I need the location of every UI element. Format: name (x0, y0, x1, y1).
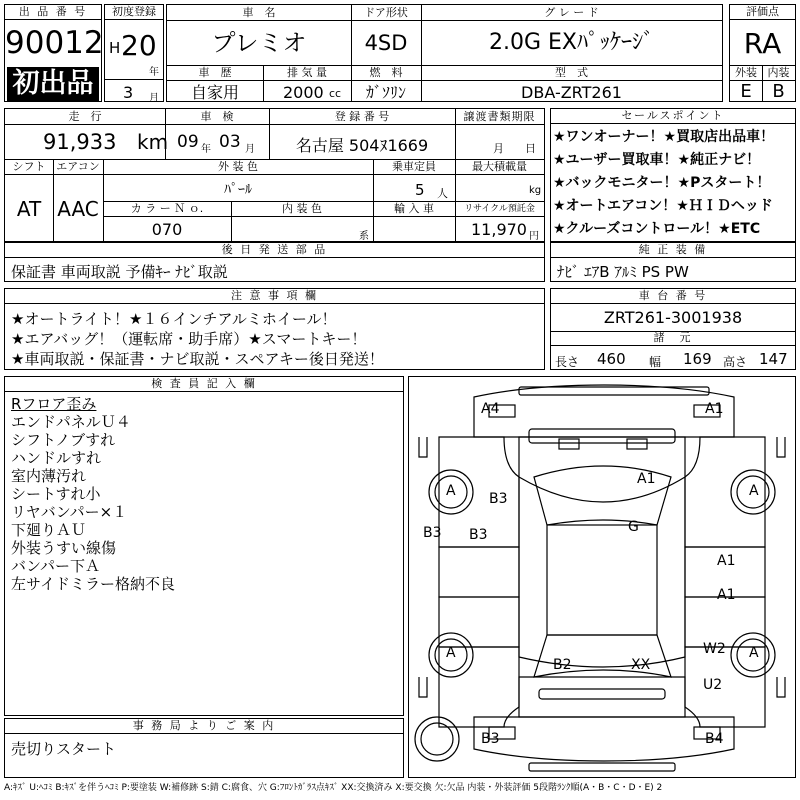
mark-front-fender-left: B3 (489, 491, 508, 507)
mark-rear-fender-right: W2 (703, 641, 726, 657)
transfer-label: 譲渡書類期限 (463, 110, 536, 123)
mark-wheel-fl: A (446, 483, 456, 499)
grade-value: 2.0G EXﾊﾟｯｹｰｼﾞ (488, 30, 654, 55)
first-listing-badge: 初出品 (7, 67, 99, 101)
note-line: ★オートライト！★１６インチアルミホイール！ (11, 310, 337, 328)
mark-right-door-front: A1 (717, 553, 736, 569)
inspector-line: 下廻りＡＵ (11, 521, 87, 539)
inspector-line: リヤバンパー×１ (11, 503, 128, 521)
lot-box (4, 4, 102, 102)
mark-left-door: B3 (469, 527, 488, 543)
damage-diagram (408, 376, 796, 778)
ac-label: エアコン (56, 160, 100, 173)
grade-label: グ レ ー ド (544, 6, 599, 19)
mark-front-right: A1 (705, 401, 724, 417)
ext-value: E (740, 81, 752, 102)
reg-month-unit: 月 (149, 93, 159, 104)
inspection-year-unit: 年 (201, 144, 211, 155)
reg-year: 20 (121, 29, 157, 62)
model-label: 型 式 (555, 66, 588, 79)
ext-label: 外装 (735, 66, 757, 79)
fuel-value: ｶﾞｿﾘﾝ (365, 83, 406, 102)
ac-value: AAC (57, 197, 99, 221)
inspector-line: シートすれ小 (11, 485, 101, 503)
info-box (166, 4, 723, 102)
shift-label: シフト (12, 160, 46, 173)
width-value: 169 (683, 350, 712, 368)
width-label: 幅 (649, 355, 662, 369)
chassis-value: ZRT261-3001938 (603, 308, 743, 327)
later-parts-label: 後 日 発 送 部 品 (5, 243, 544, 258)
sales-point-line: ★クルーズコントロール！★ETC (553, 221, 761, 237)
recycle-unit: 円 (529, 231, 539, 242)
length-value: 460 (597, 350, 626, 368)
notes (4, 288, 545, 370)
mark-wheel-fr: A (749, 483, 759, 499)
sales-point-line: ★オートエアコン！★ＨＩＤヘッド (553, 198, 773, 214)
notes-label: 注 意 事 項 欄 (5, 289, 544, 304)
score-box (729, 4, 796, 102)
reg-year-unit: 年 (149, 67, 159, 78)
mark-windshield: G (628, 519, 639, 535)
transfer-month-unit: 月 (493, 142, 504, 155)
sales-point-line: ★バックモニター！★Pスタート！ (553, 175, 771, 191)
mark-trunk-right: XX (631, 657, 651, 673)
mark-front-left: A4 (481, 401, 500, 417)
mark-wheel-rr: A (749, 645, 759, 661)
sales-point-line: ★ワンオーナー！★買取店出品車！ (553, 129, 775, 145)
inspection-month-unit: 月 (245, 144, 255, 155)
disp-value: 2000 (283, 83, 324, 102)
inspector-line: 外装うすい線傷 (11, 539, 117, 557)
disp-unit: cc (329, 87, 342, 100)
notes-list (11, 309, 384, 369)
int-label: 内装 (767, 66, 790, 79)
plate-label: 登 録 番 号 (334, 110, 390, 123)
later-parts (4, 242, 545, 282)
mark-rear-quarter-right: U2 (703, 677, 723, 693)
mark-hood: A1 (637, 471, 656, 487)
recycle-value: 11,970 (471, 220, 527, 239)
legend: A:ｷｽﾞ U:ﾍｺﾐ B:ｷｽﾞを伴うﾍｺﾐ P:要塗装 W:補修跡 S:錆 C:腐食、穴 G:ﾌﾛﾝﾄｶﾞﾗｽ点ｷｽﾞ XX:交換済み X:要交換 欠:欠品 内装・外装評価 5段階ﾗﾝｸ順(A・B・C・D・E) 2 (4, 783, 663, 793)
inspector-list (11, 395, 175, 593)
mark-rear-right: B4 (705, 731, 724, 747)
capacity-label: 乗車定員 (392, 160, 436, 173)
car-outline (409, 377, 795, 777)
inspector-line: Rフロア歪み (11, 395, 97, 413)
sales-points (550, 108, 796, 242)
fuel-label: 燃 料 (369, 66, 403, 79)
model-value: DBA-ZRT261 (521, 83, 622, 102)
sales-points-list (553, 126, 795, 241)
plate-value: 名古屋 504ﾇ1669 (295, 136, 429, 155)
equipment-value: ﾅﾋﾞ ｴｱB ｱﾙﾐ PS PW (557, 263, 689, 281)
note-line: ★エアバッグ！（運転席・助手席）★スマートキー！ (11, 330, 367, 348)
height-label: 高さ (723, 355, 748, 369)
vehicle-details (4, 108, 545, 242)
inspection-year: 09 (177, 132, 199, 152)
mark-wheel-rl: A (446, 645, 456, 661)
colorno-label: カ ラ ー Ｎ ｏ. (130, 202, 204, 215)
inspector-line: ハンドルすれ (11, 449, 102, 467)
chassis-box (550, 288, 796, 370)
mark-rear-left: B3 (481, 731, 500, 747)
note-line: ★車両取説・保証書・ナビ取説・スペアキー後日発送！ (11, 350, 384, 368)
equipment (550, 242, 796, 282)
office-box (4, 718, 404, 778)
inspector-line: 左サイドミラー格納不良 (11, 575, 175, 593)
mileage-unit: km (137, 130, 169, 154)
disp-label: 排 気 量 (287, 66, 327, 79)
length-label: 長さ (555, 355, 580, 369)
score-label: 評価点 (730, 5, 795, 20)
interior-unit: 系 (359, 231, 369, 242)
mileage-value: 91,933 (43, 130, 117, 154)
car-name: プレミオ (211, 29, 307, 57)
capacity-unit: 人 (437, 187, 448, 200)
mileage-label: 走 行 (68, 110, 102, 123)
shift-value: AT (16, 197, 42, 221)
color-value: ﾊﾟｰﾙ (224, 182, 252, 198)
dims-label: 諸 元 (551, 331, 795, 346)
chassis-label: 車 台 番 号 (551, 289, 795, 304)
reg-month: 3 (123, 83, 134, 102)
mark-left-pillar: B3 (423, 525, 442, 541)
recycle-label: リサイクル預託金 (464, 204, 535, 214)
reg-era: H (109, 39, 121, 57)
lot-number: 90012 (5, 25, 104, 61)
inspector-box (4, 376, 404, 716)
capacity-value: 5 (415, 181, 425, 199)
load-unit: kg (529, 185, 542, 196)
equipment-label: 純 正 装 備 (551, 243, 795, 258)
height-value: 147 (759, 350, 788, 368)
sales-point-line: ★ユーザー買取車！★純正ナビ！ (553, 152, 761, 168)
inspector-line: 室内薄汚れ (11, 467, 87, 485)
import-label: 輸 入 車 (394, 202, 434, 215)
registration-box (104, 4, 164, 102)
history-value: 自家用 (190, 83, 239, 102)
inspection-label: 車 検 (200, 110, 234, 123)
door-label: ドア形状 (364, 6, 408, 19)
mark-right-door-rear: A1 (717, 587, 736, 603)
inspector-label: 検 査 員 記 入 欄 (5, 377, 403, 392)
inspection-month: 03 (219, 132, 241, 152)
history-label: 車 歴 (198, 66, 232, 79)
colorno-value: 070 (151, 220, 183, 239)
mark-trunk-left: B2 (553, 657, 572, 673)
reg-label: 初度登録 (105, 5, 163, 20)
office-label: 事 務 局 よ り ご 案 内 (5, 719, 403, 734)
lot-label: 出 品 番 号 (5, 5, 101, 20)
inspector-line: シフトノブすれ (11, 431, 116, 449)
load-label: 最大積載量 (472, 160, 527, 173)
inspector-line: エンドパネルＵ４ (11, 413, 131, 431)
int-value: B (772, 81, 785, 102)
color-label: 外 装 色 (218, 160, 258, 173)
later-parts-value: 保証書 車両取説 予備ｷｰ ﾅﾋﾞ取説 (11, 263, 228, 281)
interior-label: 内 装 色 (282, 202, 322, 215)
sales-points-label: セールスポイント (551, 109, 795, 124)
score-value: RA (743, 27, 782, 60)
inspector-line: バンパー下Ａ (11, 557, 100, 575)
name-label: 車 名 (242, 6, 276, 19)
door-value: 4SD (364, 31, 408, 55)
transfer-day-unit: 日 (525, 142, 536, 155)
office-value: 売切りスタート (11, 740, 117, 758)
